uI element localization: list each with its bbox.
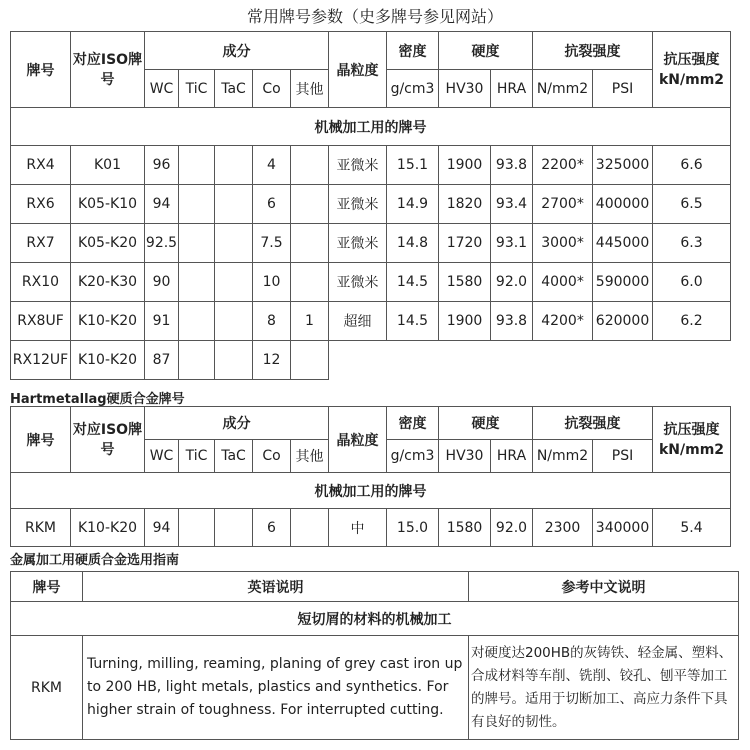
cell-other — [291, 263, 329, 302]
header-density-unit: g/cm3 — [387, 70, 439, 108]
section-label-hartmetall: Hartmetallag硬质合金牌号 — [10, 392, 185, 407]
cell-iso: K01 — [71, 146, 145, 185]
table-row — [11, 263, 731, 302]
cell-grain: 亚微米 — [329, 263, 387, 302]
cell-tac — [215, 341, 253, 380]
cell-hv30: 1900 — [439, 146, 491, 185]
cell-compress: 5.4 — [653, 509, 731, 547]
cell-wc: 90 — [145, 263, 179, 302]
cell-iso: K10-K20 — [71, 341, 145, 380]
header-grade: 牌号 — [11, 572, 83, 602]
cell-grain: 亚微米 — [329, 185, 387, 224]
cell-nmm2: 2300 — [533, 509, 593, 547]
header-hardness: 硬度 — [439, 407, 533, 440]
empty-area — [329, 341, 731, 380]
cell-grade: RX8UF — [11, 302, 71, 341]
cell-density: 14.9 — [387, 185, 439, 224]
table-row — [11, 341, 731, 380]
header-grain: 晶粒度 — [329, 407, 387, 473]
section-machining: 机械加工用的牌号 — [11, 108, 731, 146]
cell-density: 14.5 — [387, 302, 439, 341]
header-compress — [653, 407, 731, 473]
table-row — [11, 224, 731, 263]
cell-hv30: 1580 — [439, 263, 491, 302]
cell-tic — [179, 341, 215, 380]
header-tensile: 抗裂强度 — [533, 407, 653, 440]
cell-tic — [179, 185, 215, 224]
cell-grade: RX7 — [11, 224, 71, 263]
header-composition: 成分 — [145, 32, 329, 70]
header-co: Co — [253, 70, 291, 108]
cell-grade: RX4 — [11, 146, 71, 185]
cell-wc: 94 — [145, 185, 179, 224]
cell-nmm2: 3000* — [533, 224, 593, 263]
cell-tic — [179, 302, 215, 341]
selection-guide-table — [10, 571, 739, 740]
header-tac: TaC — [215, 440, 253, 473]
cell-tac — [215, 263, 253, 302]
cell-psi: 400000 — [593, 185, 653, 224]
header-co: Co — [253, 440, 291, 473]
cell-grade: RX10 — [11, 263, 71, 302]
cell-hra: 93.4 — [491, 185, 533, 224]
cell-density: 14.5 — [387, 263, 439, 302]
cell-co: 4 — [253, 146, 291, 185]
table-row — [11, 146, 731, 185]
cell-hv30: 1580 — [439, 509, 491, 547]
cell-iso: K05-K20 — [71, 224, 145, 263]
page-title: 常用牌号参数（史多牌号参见网站） — [246, 7, 503, 26]
cell-psi: 590000 — [593, 263, 653, 302]
header-grade: 牌号 — [11, 407, 71, 473]
cell-hra: 92.0 — [491, 509, 533, 547]
header-nmm2: N/mm2 — [533, 440, 593, 473]
section-label-guide: 金属加工用硬质合金选用指南 — [10, 553, 180, 568]
cell-tac — [215, 509, 253, 547]
header-density: 密度 — [387, 407, 439, 440]
cell-hra: 93.1 — [491, 224, 533, 263]
cell-hra: 93.8 — [491, 302, 533, 341]
cell-hv30: 1820 — [439, 185, 491, 224]
cell-co: 10 — [253, 263, 291, 302]
cell-grain: 亚微米 — [329, 224, 387, 263]
cell-hra: 93.8 — [491, 146, 533, 185]
cell-grade: RKM — [11, 636, 83, 740]
cell-wc: 96 — [145, 146, 179, 185]
cell-english-description: Turning, milling, reaming, planing of grey cast iron up to 200 HB, light metals, plastics and synthetics. For higher strain of toughness. For interrupted cutting. — [83, 636, 469, 740]
header-iso: 对应ISO牌号 — [71, 407, 145, 473]
cell-other — [291, 146, 329, 185]
cell-tic — [179, 263, 215, 302]
cell-hv30: 1900 — [439, 302, 491, 341]
cell-hra: 92.0 — [491, 263, 533, 302]
cell-tac — [215, 302, 253, 341]
header-compress-unit: kN/mm2 — [658, 71, 725, 88]
table-row — [11, 636, 739, 740]
header-wc: WC — [145, 70, 179, 108]
header-compress-unit: kN/mm2 — [658, 441, 725, 458]
header-other: 其他 — [291, 440, 329, 473]
header-iso: 对应ISO牌号 — [71, 32, 145, 108]
cell-nmm2: 2200* — [533, 146, 593, 185]
cell-tac — [215, 185, 253, 224]
cell-psi: 620000 — [593, 302, 653, 341]
cell-density: 15.0 — [387, 509, 439, 547]
cell-iso: K05-K10 — [71, 185, 145, 224]
header-wc: WC — [145, 440, 179, 473]
header-nmm2: N/mm2 — [533, 70, 593, 108]
cell-other — [291, 341, 329, 380]
cell-iso: K10-K20 — [71, 302, 145, 341]
header-compress-label: 抗压强度 — [663, 421, 720, 438]
cell-co: 7.5 — [253, 224, 291, 263]
header-hv30: HV30 — [439, 440, 491, 473]
cell-wc: 87 — [145, 341, 179, 380]
cell-co: 6 — [253, 185, 291, 224]
cell-other — [291, 224, 329, 263]
header-hardness: 硬度 — [439, 32, 533, 70]
cell-tic — [179, 224, 215, 263]
header-chinese: 参考中文说明 — [469, 572, 739, 602]
header-tic: TiC — [179, 440, 215, 473]
cell-nmm2: 4200* — [533, 302, 593, 341]
header-hv30: HV30 — [439, 70, 491, 108]
cell-tic — [179, 146, 215, 185]
cell-co: 6 — [253, 509, 291, 547]
header-english: 英语说明 — [83, 572, 469, 602]
header-psi: PSI — [593, 70, 653, 108]
section-machining: 机械加工用的牌号 — [11, 473, 731, 509]
grades-table-common — [10, 31, 731, 380]
cell-iso: K10-K20 — [71, 509, 145, 547]
cell-compress: 6.0 — [653, 263, 731, 302]
header-other: 其他 — [291, 70, 329, 108]
cell-compress: 6.5 — [653, 185, 731, 224]
header-hra: HRA — [491, 440, 533, 473]
cell-density: 14.8 — [387, 224, 439, 263]
cell-iso: K20-K30 — [71, 263, 145, 302]
header-compress — [653, 32, 731, 108]
cell-wc: 92.5 — [145, 224, 179, 263]
header-psi: PSI — [593, 440, 653, 473]
cell-grade: RKM — [11, 509, 71, 547]
cell-chinese-description: 对硬度达200HB的灰铸铁、轻金属、塑料、合成材料等车削、铣削、铰孔、刨平等加工的牌号。适用于切断加工、高应力条件下具有良好的韧性。 — [469, 636, 739, 740]
header-grade: 牌号 — [11, 32, 71, 108]
header-tic: TiC — [179, 70, 215, 108]
table-row — [11, 185, 731, 224]
grades-table-hartmetall — [10, 406, 731, 547]
cell-co: 8 — [253, 302, 291, 341]
cell-nmm2: 4000* — [533, 263, 593, 302]
section-short-chip: 短切屑的材料的机械加工 — [11, 602, 739, 636]
cell-tac — [215, 224, 253, 263]
header-grain: 晶粒度 — [329, 32, 387, 108]
cell-other: 1 — [291, 302, 329, 341]
cell-compress: 6.6 — [653, 146, 731, 185]
header-tensile: 抗裂强度 — [533, 32, 653, 70]
cell-hv30: 1720 — [439, 224, 491, 263]
cell-psi: 325000 — [593, 146, 653, 185]
header-density-unit: g/cm3 — [387, 440, 439, 473]
header-composition: 成分 — [145, 407, 329, 440]
cell-grade: RX6 — [11, 185, 71, 224]
cell-compress: 6.3 — [653, 224, 731, 263]
cell-grain: 超细 — [329, 302, 387, 341]
header-compress-label: 抗压强度 — [663, 51, 720, 68]
cell-co: 12 — [253, 341, 291, 380]
cell-grain: 亚微米 — [329, 146, 387, 185]
cell-tac — [215, 146, 253, 185]
cell-psi: 340000 — [593, 509, 653, 547]
table-row — [11, 302, 731, 341]
cell-tic — [179, 509, 215, 547]
cell-wc: 94 — [145, 509, 179, 547]
cell-other — [291, 185, 329, 224]
cell-nmm2: 2700* — [533, 185, 593, 224]
cell-grain: 中 — [329, 509, 387, 547]
header-hra: HRA — [491, 70, 533, 108]
cell-density: 15.1 — [387, 146, 439, 185]
cell-grade: RX12UF — [11, 341, 71, 380]
table-row — [11, 509, 731, 547]
header-density: 密度 — [387, 32, 439, 70]
cell-compress: 6.2 — [653, 302, 731, 341]
cell-other — [291, 509, 329, 547]
cell-psi: 445000 — [593, 224, 653, 263]
cell-wc: 91 — [145, 302, 179, 341]
header-tac: TaC — [215, 70, 253, 108]
